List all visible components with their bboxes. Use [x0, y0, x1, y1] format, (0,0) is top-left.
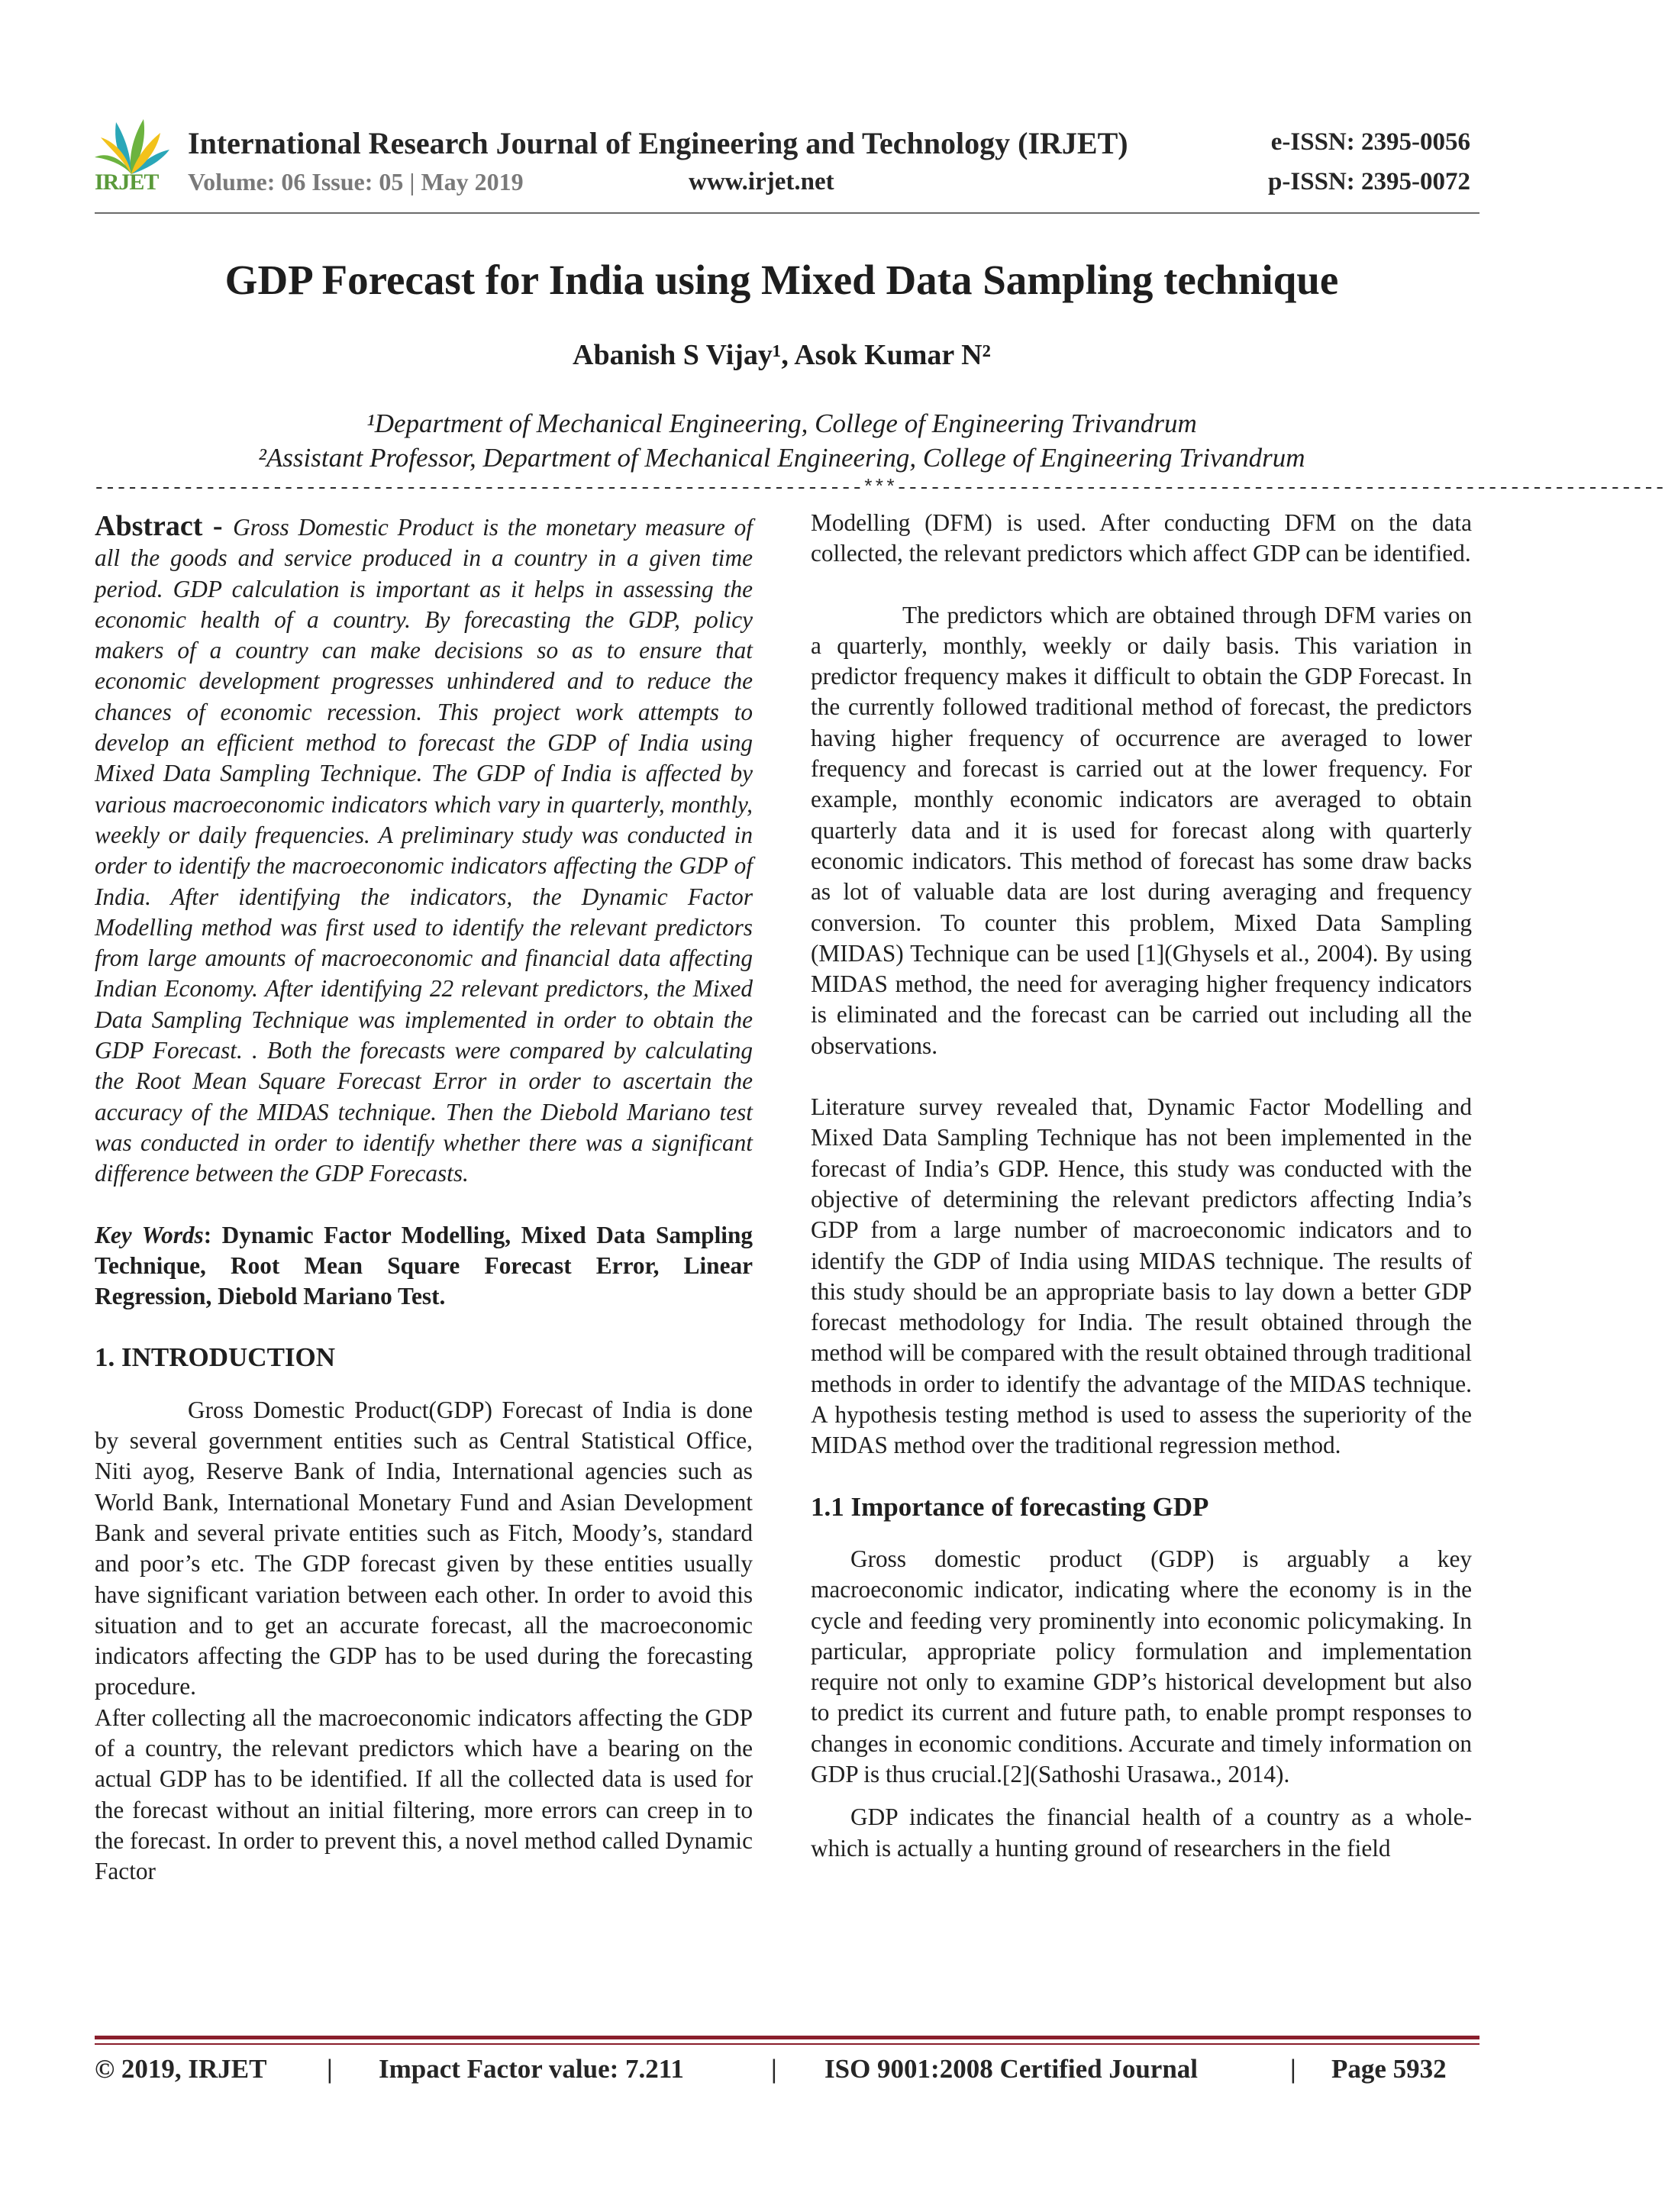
abstract: [95, 511, 753, 1190]
footer-rule-thin: [95, 2043, 1479, 2045]
authors: Abanish S Vijay¹, Asok Kumar N²: [573, 339, 991, 371]
keywords-text: Dynamic Factor Modelling, Mixed Data Sampling Technique, Root Mean Square Forecast Error, Linear Regression, Diebold Mariano Test.: [95, 1221, 753, 1310]
abstract-heading: Abstract -: [95, 510, 234, 542]
right-column: [811, 508, 1472, 1864]
keywords-separator: :: [203, 1221, 222, 1248]
affiliation-1: ¹Department of Mechanical Engineering, College of Engineering Trivandrum: [366, 408, 1197, 438]
intro-paragraph-1: Gross Domestic Product(GDP) Forecast of India is done by several government entities such as Central Statistical Office, Niti ayog, Reserve Bank of India, International agencies such as World Bank, International Monetary Fund and Asian Development Bank and several private entities such as Fitch, Moody’s, standard and poor’s etc. The GDP forecast given by these entities usually have significant variation between each other. In order to avoid this situation and to get an accurate forecast, all the macroeconomic indicators affecting the GDP has to be used during the forecasting procedure.: [95, 1396, 753, 1700]
footer-iso: ISO 9001:2008 Certified Journal: [824, 2054, 1199, 2084]
intro-paragraph-4: Literature survey revealed that, Dynamic Factor Modelling and Mixed Data Sampling Technique has not been implemented in the forecast of India’s GDP. Hence, this study was conducted with the objective of determining the relevant predictors affecting India’s GDP from a large number of macroeconomic indicators and to identify the GDP of India using MIDAS technique. The results of this study should be an appropriate basis to lay down a better GDP forecast methodology for India. The result obtained through the method will be compared with the result obtained through traditional methods in order to identify the advantage of the MIDAS technique. A hypothesis testing method is used to assess the superiority of the MIDAS method over the traditional regression method.: [811, 1093, 1472, 1459]
affiliation-2: ²Assistant Professor, Department of Mechanical Engineering, College of Engineering Trivandrum: [258, 443, 1305, 473]
footer-separator: |: [771, 2054, 777, 2084]
journal-website: www.irjet.net: [689, 168, 834, 195]
section-1-1-paragraph-1: Gross domestic product (GDP) is arguably a key macroeconomic indicator, indicating where the economy is in the cycle and feeding very prominently into economic policymaking. In particular, appropriate policy formulation and implementation require not only to examine GDP’s historical development but also to predict its current and future path, to enable prompt responses to changes in economic conditions. Accurate and timely information on GDP is thus crucial.[2](Sathoshi Urasawa., 2014).: [811, 1545, 1472, 1787]
journal-title: International Research Journal of Engineering and Technology (IRJET): [188, 126, 1128, 160]
paper-title: GDP Forecast for India using Mixed Data Sampling technique: [224, 257, 1339, 303]
volume-issue: Volume: 06 Issue: 05 | May 2019: [188, 168, 524, 195]
footer-copyright: © 2019, IRJET: [95, 2054, 267, 2084]
section-1-1-paragraph-2: GDP indicates the financial health of a country as a whole-which is actually a hunting ground of researchers in the field: [811, 1804, 1472, 1862]
footer-page-number: Page 5932: [1331, 2054, 1447, 2084]
intro-paragraph-2-continued: Modelling (DFM) is used. After conducting DFM on the data collected, the relevant predictors which affect GDP can be identified.: [811, 509, 1472, 567]
logo-text: IRJET: [95, 170, 159, 195]
irjet-logo-icon: [90, 115, 173, 176]
intro-paragraph-3: The predictors which are obtained through DFM varies on a quarterly, monthly, weekly or daily basis. This variation in predictor frequency makes it difficult to obtain the GDP Forecast. In the currently followed traditional method of forecast, the predictors having higher frequency of occurrence are averaged to lower frequency and forecast is carried out at the lower frequency. For example, monthly economic indicators are averaged to obtain quarterly data and it is used for forecast along with quarterly economic indicators. This method of forecast has some draw backs as lot of valuable data are lost during averaging and frequency conversion. To counter this problem, Mixed Data Sampling (MIDAS) Technique can be used [1](Ghysels et al., 2004). By using MIDAS method, the need for averaging higher frequency indicators is eliminated and the forecast can be carried out including all the observations.: [811, 601, 1472, 1059]
p-issn: p-ISSN: 2395-0072: [1268, 168, 1470, 195]
keywords: [95, 1220, 753, 1313]
section-divider: ---------------------------------------------------------------------***---------------------------------------------------------------------: [93, 476, 1665, 499]
footer-separator: |: [327, 2054, 333, 2084]
abstract-text: Gross Domestic Product is the monetary measure of all the goods and service produced in a country in a given time period. GDP calculation is important as it helps in assessing the economic health of a country. By forecasting the GDP, policy makers of a country can make decisions so as to ensure that economic development progresses unhindered and to reduce the chances of economic recession. This project work attempts to develop an efficient method to forecast the GDP of India using Mixed Data Sampling Technique. The GDP of India is affected by various macroeconomic indicators which vary in quarterly, monthly, weekly or daily frequencies. A preliminary study was conducted in order to identify the macroeconomic indicators affecting the GDP of India. After identifying the indicators, the Dynamic Factor Modelling method was first used to identify the relevant predictors from large amounts of macroeconomic and financial data affecting Indian Economy. After identifying 22 relevant predictors, the Mixed Data Sampling Technique was implemented in order to obtain the GDP Forecast. . Both the forecasts were compared by calculating the Root Mean Square Forecast Error in order to ascertain the accuracy of the MIDAS technique. Then the Diebold Mariano test was conducted in order to identify whether there was a significant difference between the GDP Forecasts.: [95, 514, 753, 1187]
keywords-heading: Key Words: [95, 1221, 204, 1248]
section-1-1-heading: 1.1 Importance of forecasting GDP: [811, 1491, 1209, 1522]
intro-paragraph-2: After collecting all the macroeconomic indicators affecting the GDP of a country, the relevant predictors which have a bearing on the actual GDP has to be identified. If all the collected data is used for the forecast without an initial filtering, more errors can creep in to the forecast. In order to prevent this, a novel method called Dynamic Factor: [95, 1703, 753, 1885]
footer-rule-thick: [95, 2036, 1479, 2039]
e-issn: e-ISSN: 2395-0056: [1270, 128, 1470, 156]
introduction-heading: 1. INTRODUCTION: [95, 1342, 336, 1373]
footer-separator: |: [1290, 2054, 1296, 2084]
left-column: [95, 511, 753, 1887]
header-rule: [95, 212, 1479, 214]
footer-impact-factor: Impact Factor value: 7.211: [379, 2054, 684, 2084]
